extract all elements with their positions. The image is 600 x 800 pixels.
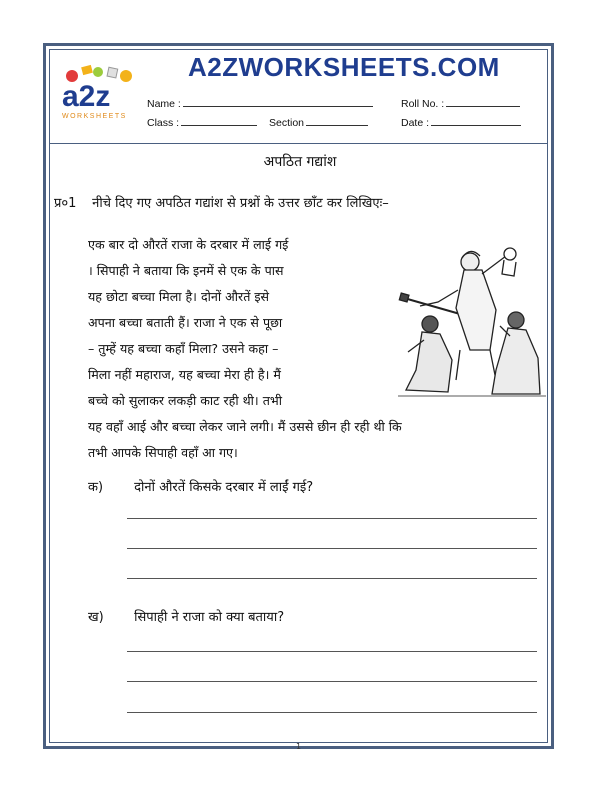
a2z-logo [58,62,140,120]
name-label: Name : [147,98,181,110]
question-label: क) [88,480,104,495]
class-label: Class : [147,117,180,129]
site-title: A2ZWORKSHEETS.COM [188,52,500,82]
answer-line[interactable] [127,712,537,713]
date-field[interactable] [401,116,521,129]
passage-line: यह वहाँ आई और बच्चा लेकर जाने लगी। मैं उससे छीन ही रही थी कि [88,419,402,434]
question-item [88,607,284,625]
roll-label: Roll No. : [401,98,445,110]
class-field[interactable] [147,116,257,129]
question-item [88,477,313,495]
answer-line[interactable] [127,518,537,519]
passage-line: अपना बच्चा बताती हैं। राजा ने एक से पूछा [88,315,283,330]
passage-line: एक बार दो औरतें राजा के दरबार में लाई गई [88,237,289,252]
passage-line: मिला नहीं महाराज, यह बच्चा मेरा ही है। मैं [88,367,281,382]
illustration-king-soldier-women [398,240,546,400]
section-label: Section [269,117,305,129]
section-field[interactable] [269,116,368,129]
answer-line[interactable] [127,651,537,652]
name-field[interactable] [147,97,373,110]
passage-line: बच्चे को सुलाकर लकड़ी काट रही थी। तभी [88,393,282,408]
instruction: नीचे दिए गए अपठित गद्यांश से प्रश्नों के उत्तर छाँट कर लिखिएः– [92,196,389,211]
worksheet-title: अपठित गद्यांश [263,154,337,170]
roll-field[interactable] [401,97,520,110]
passage-line: – तुम्हें यह बच्चा कहाँ मिला? उसने कहा – [88,341,279,356]
header-divider [49,143,548,144]
svg-text:WORKSHEETS: WORKSHEETS [62,113,127,120]
answer-line[interactable] [127,578,537,579]
passage-line: यह छोटा बच्चा मिला है। दोनों औरतें इसे [88,289,270,304]
page-number: 1 [296,742,302,751]
question-number: प्र०1 [54,196,77,211]
answer-line[interactable] [127,681,537,682]
passage-line: । सिपाही ने बताया कि इनमें से एक के पास [88,263,284,278]
question-label: ख) [88,610,104,625]
answer-line[interactable] [127,548,537,549]
question-text: दोनों औरतें किसके दरबार में लाईं गई? [134,480,314,495]
question-text: सिपाही ने राजा को क्या बताया? [134,610,285,625]
date-label: Date : [401,117,430,129]
svg-text:a2z: a2z [62,80,111,113]
question-heading [54,193,389,211]
passage-line: तभी आपके सिपाही वहाँ आ गए। [88,445,238,460]
